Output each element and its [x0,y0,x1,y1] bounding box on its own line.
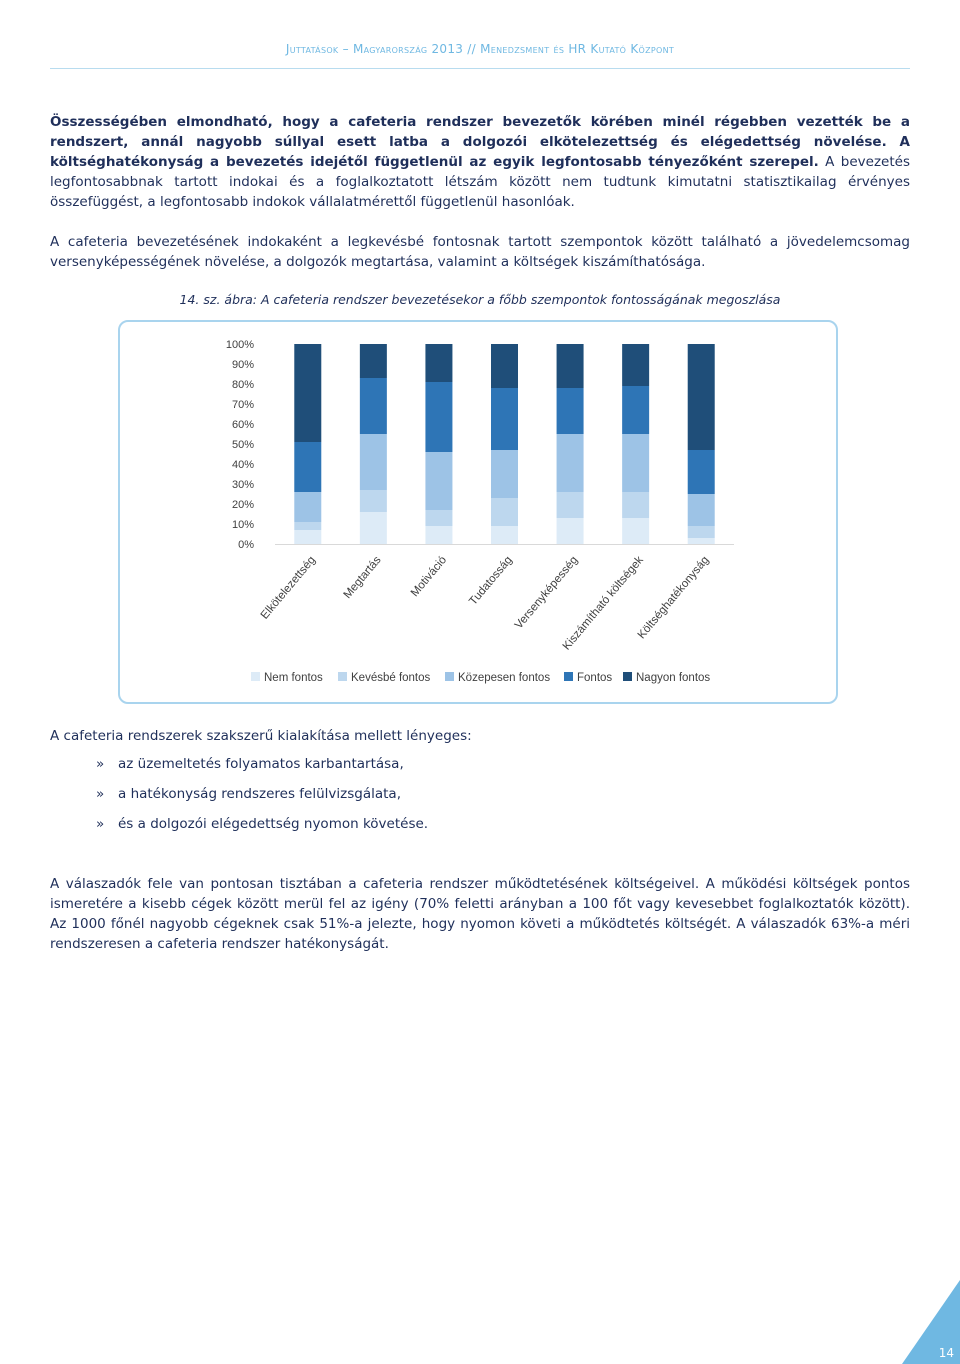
x-tick-label: Motiváció [408,554,450,600]
x-tick-label: Versenyképesség [512,554,581,632]
bar-segment [491,526,518,544]
legend-label: Fontos [577,672,613,684]
bar-segment [622,434,649,492]
bar-segment [557,344,584,388]
bar-segment [557,388,584,434]
y-tick-label: 50% [231,439,254,451]
list-intro: A cafeteria rendszerek szakszerű kialakítása mellett lényeges: [50,728,472,744]
legend-label: Nem fontos [264,672,323,684]
legend-swatch [338,672,347,681]
intro-paragraph [50,112,910,212]
bar-segment [425,452,452,510]
bar-segment [688,526,715,538]
legend-swatch [251,672,260,681]
bar-segment [622,518,649,544]
intro-bold-text: Összességében elmondható, hogy a cafeteria rendszer bevezetők körében minél régebben vezették be a rendszert, annál nagyobb súllyal esett latba a dolgozói elkötelezettség és elégedettség növelése. A költséghatékonyság a bevezetés idejétől függetlenül az egyik legfontosabb tényezőként szerepel. [50,114,910,170]
legend-swatch [445,672,454,681]
bar-segment [294,344,321,442]
bar-segment [491,388,518,450]
bar-segment [688,450,715,494]
list-item-text: az üzemeltetés folyamatos karbantartása, [118,756,404,772]
bar-segment [294,442,321,492]
list-marker: » [96,816,105,832]
list-item [96,816,428,832]
list-item-text: és a dolgozói elégedettség nyomon követése. [118,816,429,832]
chart-frame [118,320,838,704]
bar-segment [557,434,584,492]
legend-label: Közepesen fontos [458,672,551,684]
bar-segment [491,344,518,388]
running-header: Juttatások – Magyarország 2013 // Menedzsment és HR Kutató Központ [285,42,675,56]
y-tick-label: 90% [231,359,254,371]
paragraph-3: A válaszadók fele van pontosan tisztában a cafeteria rendszer működtetésének költségeivel. A működési költségek pontos ismeretére a kisebb cégek között merül fel az igény (70% feletti arányban a 100 főt vagy kevesebbet foglalkoztatók között). Az 1000 főnél nagyobb cégeknek csak 51%-a jelezte, hogy nyomon követi a működtetés költségét. A válaszadók 63%-a méri rendszeresen a cafeteria rendszer hatékonyságát. [50,876,910,952]
stacked-bar-chart [120,322,836,702]
x-tick-label: Elkötelezettség [258,554,319,622]
y-tick-label: 80% [231,379,254,391]
bar-segment [622,344,649,386]
list-marker: » [96,756,105,772]
bar-segment [425,382,452,452]
bar-segment [360,512,387,544]
bar-segment [425,344,452,382]
y-tick-label: 100% [225,339,254,351]
legend-label: Kevésbé fontos [351,672,431,684]
bar-segment [294,522,321,530]
y-tick-label: 40% [231,459,254,471]
list-item [96,756,404,772]
bar-segment [622,386,649,434]
legend-label: Nagyon fontos [636,672,711,684]
y-tick-label: 0% [238,539,254,551]
bar-segment [360,434,387,490]
y-tick-label: 10% [231,519,254,531]
legend-swatch [564,672,573,681]
bar-segment [557,518,584,544]
bar-segment [557,492,584,518]
bar-segment [360,378,387,434]
bar-segment [294,492,321,522]
figure-caption: 14. sz. ábra: A cafeteria rendszer bevezetésekor a főbb szempontok fontosságának megoszlása [179,292,781,307]
x-tick-label: Tudatosság [467,554,515,608]
bar-segment [425,510,452,526]
x-tick-label: Költséghatékonyság [635,554,712,642]
y-tick-label: 70% [231,399,254,411]
y-tick-label: 30% [231,479,254,491]
page-number: 14 [938,1346,954,1360]
bar-segment [688,344,715,450]
list-item-text: a hatékonyság rendszeres felülvizsgálata, [118,786,401,802]
bar-segment [360,344,387,378]
legend-swatch [623,672,632,681]
y-tick-label: 20% [231,499,254,511]
bar-segment [425,526,452,544]
header-divider [50,68,910,69]
x-tick-label: Kiszámítható költségek [560,554,646,653]
bar-segment [688,538,715,544]
bar-segment [294,530,321,544]
intro-normal-text: A bevezetés legfontosabbnak tartott indokai és a foglalkoztatott létszám között nem tudtunk kimutatni statisztikailag érvényes összefüggést, a legfontosabb indokok vállalatmérettől függetlenül hasonlóak. [50,154,910,210]
bar-segment [360,490,387,512]
bar-segment [622,492,649,518]
bar-segment [491,450,518,498]
list-item [96,786,401,802]
paragraph-2: A cafeteria bevezetésének indokaként a legkevésbé fontosnak tartott szempontok között található a jövedelemcsomag versenyképességének növelése, a dolgozók megtartása, valamint a költségek kiszámíthatósága. [50,234,910,270]
x-tick-label: Megtartás [341,554,384,602]
list-marker: » [96,786,105,802]
bar-segment [491,498,518,526]
y-tick-label: 60% [231,419,254,431]
bar-segment [688,494,715,526]
